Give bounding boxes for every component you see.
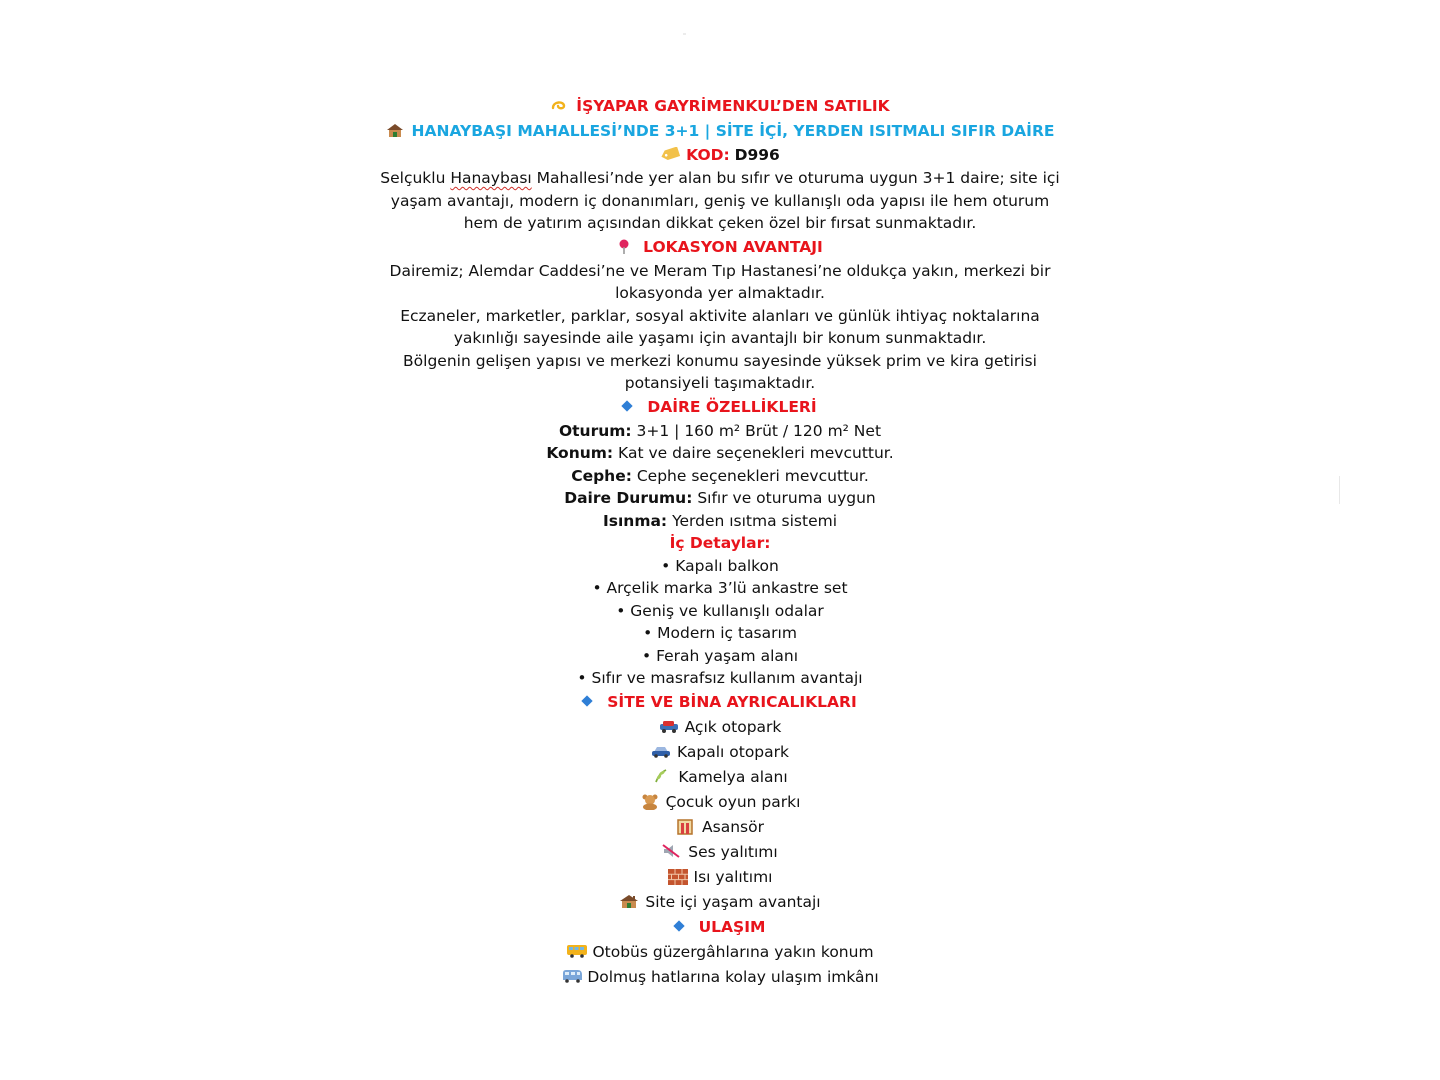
site-heading-text: SİTE VE BİNA AYRICALIKLARI <box>607 693 857 712</box>
intro-text: Mahallesi’nde yer alan bu sıfır ve oturuma uygun 3+1 daire; site içi <box>531 169 1060 187</box>
listing-document <box>0 94 1440 990</box>
features-heading-text: DAİRE ÖZELLİKLERİ <box>647 397 817 416</box>
amenity-item <box>0 815 1440 840</box>
transport-heading-text: ULAŞIM <box>698 918 766 937</box>
inner-detail-item: • Kapalı balkon <box>661 556 779 575</box>
dizzy-icon <box>550 98 568 112</box>
transport-text: Dolmuş hatlarına kolay ulaşım imkânı <box>587 968 879 987</box>
feature-row <box>0 510 1440 533</box>
label-tag-icon <box>660 147 678 161</box>
inner-detail-item: • Ferah yaşam alanı <box>642 646 798 665</box>
inner-detail-item: • Modern iç tasarım <box>643 624 797 643</box>
blue-diamond-icon <box>622 400 633 411</box>
inner-detail-item: • Sıfır ve masrafsız kullanım avantajı <box>577 669 863 688</box>
transport-text: Otobüs güzergâhlarına yakın konum <box>592 943 874 962</box>
feature-value: Cephe seçenekleri mevcuttur. <box>631 466 869 485</box>
feature-row <box>0 465 1440 488</box>
location-line: Eczaneler, marketler, parklar, sosyal aktivite alanları ve günlük ihtiyaç noktalarına <box>400 306 1040 325</box>
location-heading <box>0 235 1440 260</box>
code-value: D996 <box>734 146 780 164</box>
pushpin-icon <box>617 239 635 253</box>
covered-car-icon <box>651 744 669 758</box>
misspelled-word: Hanaybası <box>450 169 532 187</box>
amenity-item <box>0 715 1440 740</box>
elevator-icon <box>676 819 694 833</box>
amenity-text: Isı yalıtımı <box>693 868 773 887</box>
feature-value: Kat ve daire seçenekleri mevcuttur. <box>613 444 894 462</box>
amenity-text: Ses yalıtımı <box>688 843 778 862</box>
feature-row <box>0 420 1440 443</box>
location-line: potansiyeli taşımaktadır. <box>624 374 816 392</box>
teddy-bear-icon <box>640 794 658 808</box>
feature-row <box>0 487 1440 510</box>
feature-label: Daire Durumu: <box>564 489 693 507</box>
location-heading-text: LOKASYON AVANTAJI <box>643 237 823 256</box>
feature-label: Konum: <box>546 444 614 462</box>
location-line: Dairemiz; Alemdar Caddesi’ne ve Meram Tıp Hastanesi’ne oldukça yakın, merkezi bir <box>389 261 1051 280</box>
features-heading <box>0 395 1440 420</box>
bus-icon <box>566 944 584 958</box>
amenity-item <box>0 865 1440 890</box>
amenity-text: Çocuk oyun parkı <box>665 793 801 812</box>
intro-text: Selçuklu <box>380 169 451 187</box>
feature-label: Oturum: <box>558 421 632 440</box>
intro-line-3: hem de yatırım açısından dikkat çeken özel bir fırsat sunmaktadır. <box>463 214 977 232</box>
car-icon <box>659 719 677 733</box>
feature-label: Isınma: <box>602 511 668 530</box>
transport-item <box>0 965 1440 990</box>
location-line: Bölgenin gelişen yapısı ve merkezi konumu sayesinde yüksek prim ve kira getirisi <box>403 351 1037 370</box>
scan-artifact <box>683 33 686 35</box>
code-label: KOD: <box>686 146 730 164</box>
blue-diamond-icon <box>582 695 593 706</box>
feature-value: Yerden ısıtma sistemi <box>667 511 838 530</box>
feature-value: Sıfır ve oturuma uygun <box>692 489 876 507</box>
house-icon <box>619 894 637 908</box>
blue-diamond-icon <box>673 920 684 931</box>
amenity-text: Kamelya alanı <box>678 768 788 787</box>
transport-item <box>0 940 1440 965</box>
intro-line-2: yaşam avantajı, modern iç donanımları, geniş ve kullanışlı oda yapısı ile hem oturum <box>390 191 1050 210</box>
transport-heading <box>0 915 1440 940</box>
inner-detail-item: • Arçelik marka 3’lü ankastre set <box>592 579 848 598</box>
amenity-item <box>0 740 1440 765</box>
amenity-item <box>0 765 1440 790</box>
mute-icon <box>662 844 680 858</box>
feature-value: 3+1 | 160 m² Brüt / 120 m² Net <box>631 421 882 440</box>
listing-code <box>0 144 1440 167</box>
amenity-text: Kapalı otopark <box>677 743 789 762</box>
plant-icon <box>652 769 670 783</box>
amenity-text: Asansör <box>702 818 764 837</box>
site-heading <box>0 690 1440 715</box>
brick-icon <box>668 869 686 883</box>
amenity-text: Site içi yaşam avantajı <box>645 893 821 912</box>
inner-details-heading: İç Detaylar: <box>669 534 771 552</box>
subtitle-text: HANAYBAŞI MAHALLESİ’NDE 3+1 | SİTE İÇİ, YERDEN ISITMALI SIFIR DAİRE <box>411 122 1055 140</box>
inner-detail-item: • Geniş ve kullanışlı odalar <box>616 601 824 620</box>
amenity-text: Açık otopark <box>684 718 782 737</box>
listing-title <box>0 94 1440 119</box>
amenity-item <box>0 840 1440 865</box>
amenity-item <box>0 890 1440 915</box>
house-icon <box>386 123 404 137</box>
title-text: İŞYAPAR GAYRİMENKUL’DEN SATILIK <box>576 97 890 115</box>
intro-line-1 <box>0 167 1440 190</box>
feature-label: Cephe: <box>571 466 632 485</box>
amenity-item <box>0 790 1440 815</box>
feature-row <box>0 442 1440 465</box>
minibus-icon <box>561 969 579 983</box>
location-line: lokasyonda yer almaktadır. <box>615 284 825 302</box>
listing-subtitle <box>0 119 1440 144</box>
location-line: yakınlığı sayesinde aile yaşamı için avantajlı bir konum sunmaktadır. <box>453 329 987 347</box>
